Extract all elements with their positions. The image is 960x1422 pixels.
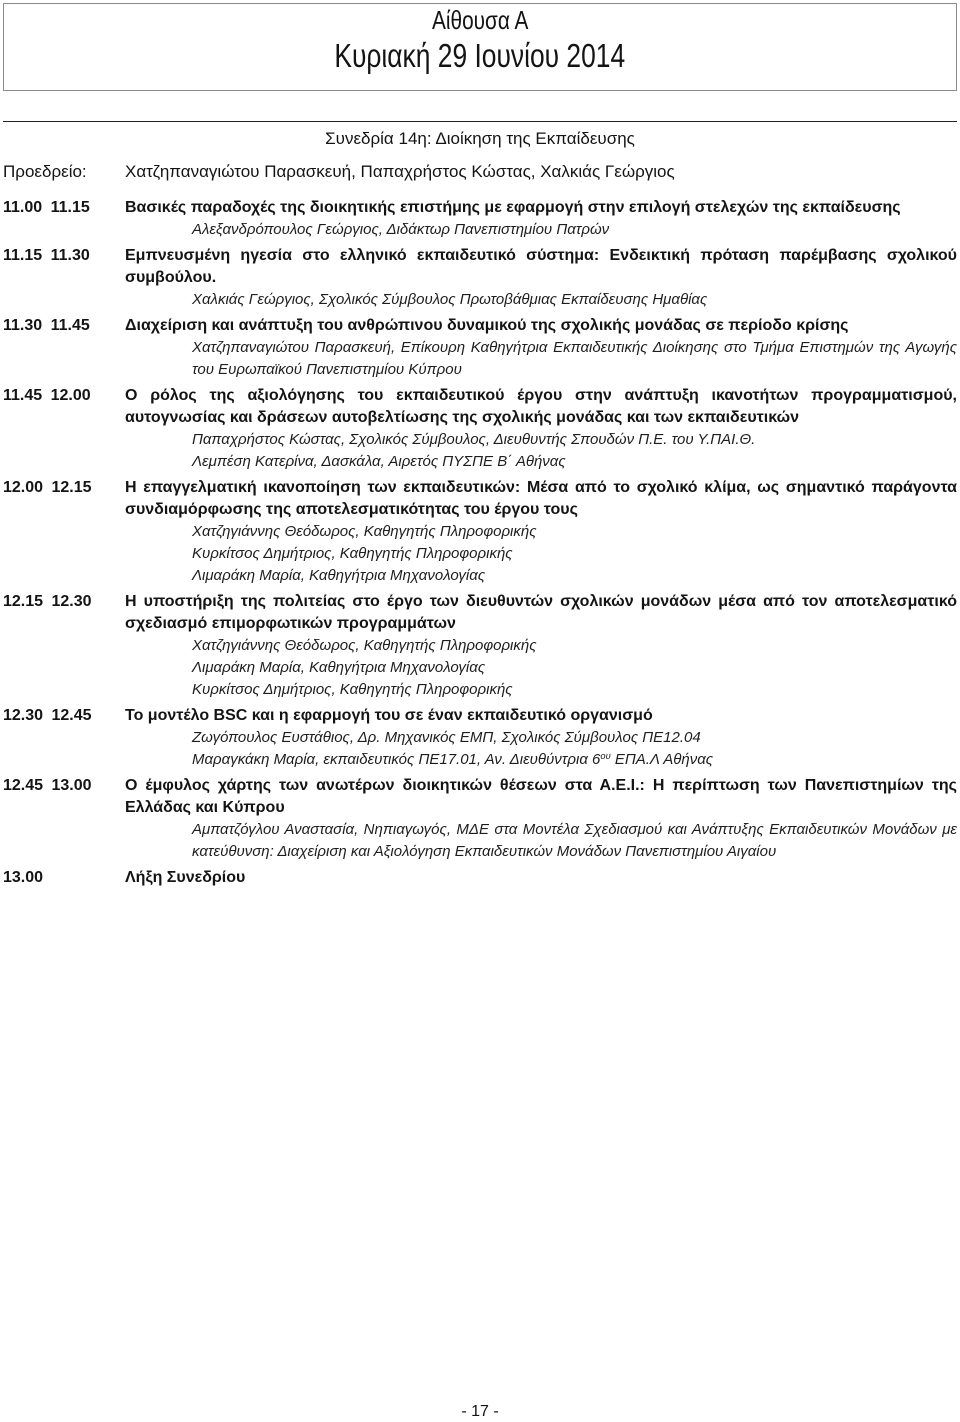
talk-title-line: συνδιαμόρφωσης της αποτελεσματικότητας του έργου τους bbox=[125, 501, 578, 518]
ordinal-superscript: ου bbox=[600, 750, 611, 761]
presenter-line: Αμπατζόγλου Αναστασία, Νηπιαγωγός, ΜΔΕ στα Μοντέλα Σχεδιασμού και Ανάπτυξης Εκπαιδευτικών Μονάδων με bbox=[192, 821, 957, 838]
presenter-line: Λιμαράκη Μαρία, Καθηγήτρια Μηχανολογίας bbox=[192, 659, 486, 676]
talk-title-line: Η επαγγελματική ικανοποίηση των εκπαιδευτικών: Μέσα από το σχολικό κλίμα, ως σημαντικό παράγοντα bbox=[125, 479, 957, 496]
program-item bbox=[3, 477, 957, 587]
time-slot: 12.00 12.15 bbox=[3, 479, 92, 496]
program-item bbox=[3, 385, 957, 473]
talk-title-line: Λήξη Συνεδρίου bbox=[125, 869, 246, 886]
presenter-line: του Ευρωπαϊκού Πανεπιστημίου Κύπρου bbox=[192, 361, 462, 378]
page-number: - 17 - bbox=[461, 1403, 499, 1420]
talk-title-line: αυτογνωσίας και δράσεων αυτοβελτίωσης της σχολικής μονάδας και των εκπαιδευτικών bbox=[125, 409, 800, 426]
talk-title-line: Το μοντέλο BSC και η εφαρμογή του σε έναν εκπαιδευτικό οργανισμό bbox=[125, 707, 653, 724]
presenter-line: Χατζηγιάννης Θεόδωρος, Καθηγητής Πληροφορικής bbox=[192, 637, 537, 654]
presenter-line bbox=[192, 749, 957, 771]
program-item bbox=[3, 705, 957, 771]
session-divider bbox=[3, 121, 957, 122]
presenter-line: Χατζηπαναγιώτου Παρασκευή, Επίκουρη Καθηγήτρια Εκπαιδευτικής Διοίκησης στο Τμήμα Επιστημών της Αγωγής bbox=[192, 339, 957, 356]
talk-title-line: Βασικές παραδοχές της διοικητικής επιστήμης με εφαρμογή στην επιλογή στελεχών της εκπαίδευσης bbox=[125, 199, 901, 216]
program-item bbox=[3, 775, 957, 863]
time-slot: 12.30 12.45 bbox=[3, 707, 92, 724]
presenter-line: Κυρκίτσος Δημήτριος, Καθηγητής Πληροφορικής bbox=[192, 545, 513, 562]
presenter-line: κατεύθυνση: Διαχείριση και Αξιολόγηση Εκπαιδευτικών Μονάδων Πανεπιστημίου Αιγαίου bbox=[192, 843, 777, 860]
time-slot: 13.00 bbox=[3, 869, 44, 886]
talk-title-line: συμβούλου. bbox=[125, 269, 217, 286]
talk-details bbox=[125, 867, 957, 889]
talk-details bbox=[125, 775, 957, 863]
talk-details bbox=[125, 705, 957, 771]
talk-title-line: Η υποστήριξη της πολιτείας στο έργο των διευθυντών σχολικών μονάδων μέσα από τον αποτελεσματικό bbox=[125, 593, 957, 610]
time-slot: 12.45 13.00 bbox=[3, 777, 92, 794]
talk-title-line: Ο έμφυλος χάρτης των ανωτέρων διοικητικών θέσεων στα Α.Ε.Ι.: Η περίπτωση των Πανεπιστημίων της bbox=[125, 777, 957, 794]
time-slot: 11.30 11.45 bbox=[3, 317, 90, 334]
session-title: Συνεδρία 14η: Διοίκηση της Εκπαίδευσης bbox=[325, 129, 635, 148]
date-heading bbox=[4, 37, 956, 75]
presenter-line: Αλεξανδρόπουλος Γεώργιος, Διδάκτωρ Πανεπιστημίου Πατρών bbox=[192, 221, 610, 238]
time-slot: 12.15 12.30 bbox=[3, 593, 92, 610]
room-heading bbox=[4, 5, 956, 35]
program-item bbox=[3, 245, 957, 311]
presenter-line: Κυρκίτσος Δημήτριος, Καθηγητής Πληροφορικής bbox=[192, 681, 513, 698]
presenter-line: Χατζηγιάννης Θεόδωρος, Καθηγητής Πληροφορικής bbox=[192, 523, 537, 540]
presenter-line: Λιμαράκη Μαρία, Καθηγήτρια Μηχανολογίας bbox=[192, 567, 486, 584]
talk-details bbox=[125, 197, 957, 241]
presenter-text-rest: ΕΠΑ.Λ Αθήνας bbox=[610, 751, 714, 768]
header-box bbox=[3, 3, 957, 91]
talk-details bbox=[125, 591, 957, 701]
time-slot: 11.45 12.00 bbox=[3, 387, 91, 404]
time-slot: 11.00 11.15 bbox=[3, 199, 90, 216]
talk-title-line: σχεδιασμό επιμορφωτικών προγραμμάτων bbox=[125, 615, 456, 632]
presenter-line: Ζωγόπουλος Ευστάθιος, Δρ. Μηχανικός ΕΜΠ, Σχολικός Σύμβουλος ΠΕ12.04 bbox=[192, 729, 701, 746]
talk-title-line: Ελλάδας και Κύπρου bbox=[125, 799, 285, 816]
talk-title-line: Εμπνευσμένη ηγεσία στο ελληνικό εκπαιδευτικό σύστημα: Ενδεικτική πρόταση παρέμβασης σχολικού bbox=[125, 247, 957, 264]
room-title: Αίθουσα Α bbox=[431, 5, 529, 35]
talk-details bbox=[125, 385, 957, 473]
talk-title-line: Διαχείριση και ανάπτυξη του ανθρώπινου δυναμικού της σχολικής μονάδας σε περίοδο κρίσης bbox=[125, 317, 849, 334]
chair-row bbox=[3, 161, 957, 183]
chair-names: Χατζηπαναγιώτου Παρασκευή, Παπαχρήστος Κώστας, Χαλκιάς Γεώργιος bbox=[125, 162, 675, 181]
program-item bbox=[3, 197, 957, 241]
talk-title-line: Ο ρόλος της αξιολόγησης του εκπαιδευτικού έργου στην ανάπτυξη ικανοτήτων προγραμματισμού, bbox=[125, 387, 957, 404]
talk-details bbox=[125, 477, 957, 587]
presenter-text: Μαραγκάκη Μαρία, εκπαιδευτικός ΠΕ17.01, Αν. Διευθύντρια 6 bbox=[192, 751, 601, 768]
time-slot: 11.15 11.30 bbox=[3, 247, 90, 264]
chair-label: Προεδρείο: bbox=[3, 162, 87, 181]
presenter-line: Χαλκιάς Γεώργιος, Σχολικός Σύμβουλος Πρωτοβάθμιας Εκπαίδευσης Ημαθίας bbox=[192, 291, 708, 308]
program-item bbox=[3, 867, 957, 889]
presenter-line: Παπαχρήστος Κώστας, Σχολικός Σύμβουλος, Διευθυντής Σπουδών Π.Ε. του Υ.ΠΑΙ.Θ. bbox=[192, 431, 756, 448]
presenter-line: Λεμπέση Κατερίνα, Δασκάλα, Αιρετός ΠΥΣΠΕ Β΄ Αθήνας bbox=[192, 453, 566, 470]
date-title: Κυριακή 29 Ιουνίου 2014 bbox=[334, 37, 626, 74]
talk-details bbox=[125, 245, 957, 311]
program-list bbox=[3, 197, 957, 893]
program-item bbox=[3, 591, 957, 701]
program-item bbox=[3, 315, 957, 381]
talk-details bbox=[125, 315, 957, 381]
